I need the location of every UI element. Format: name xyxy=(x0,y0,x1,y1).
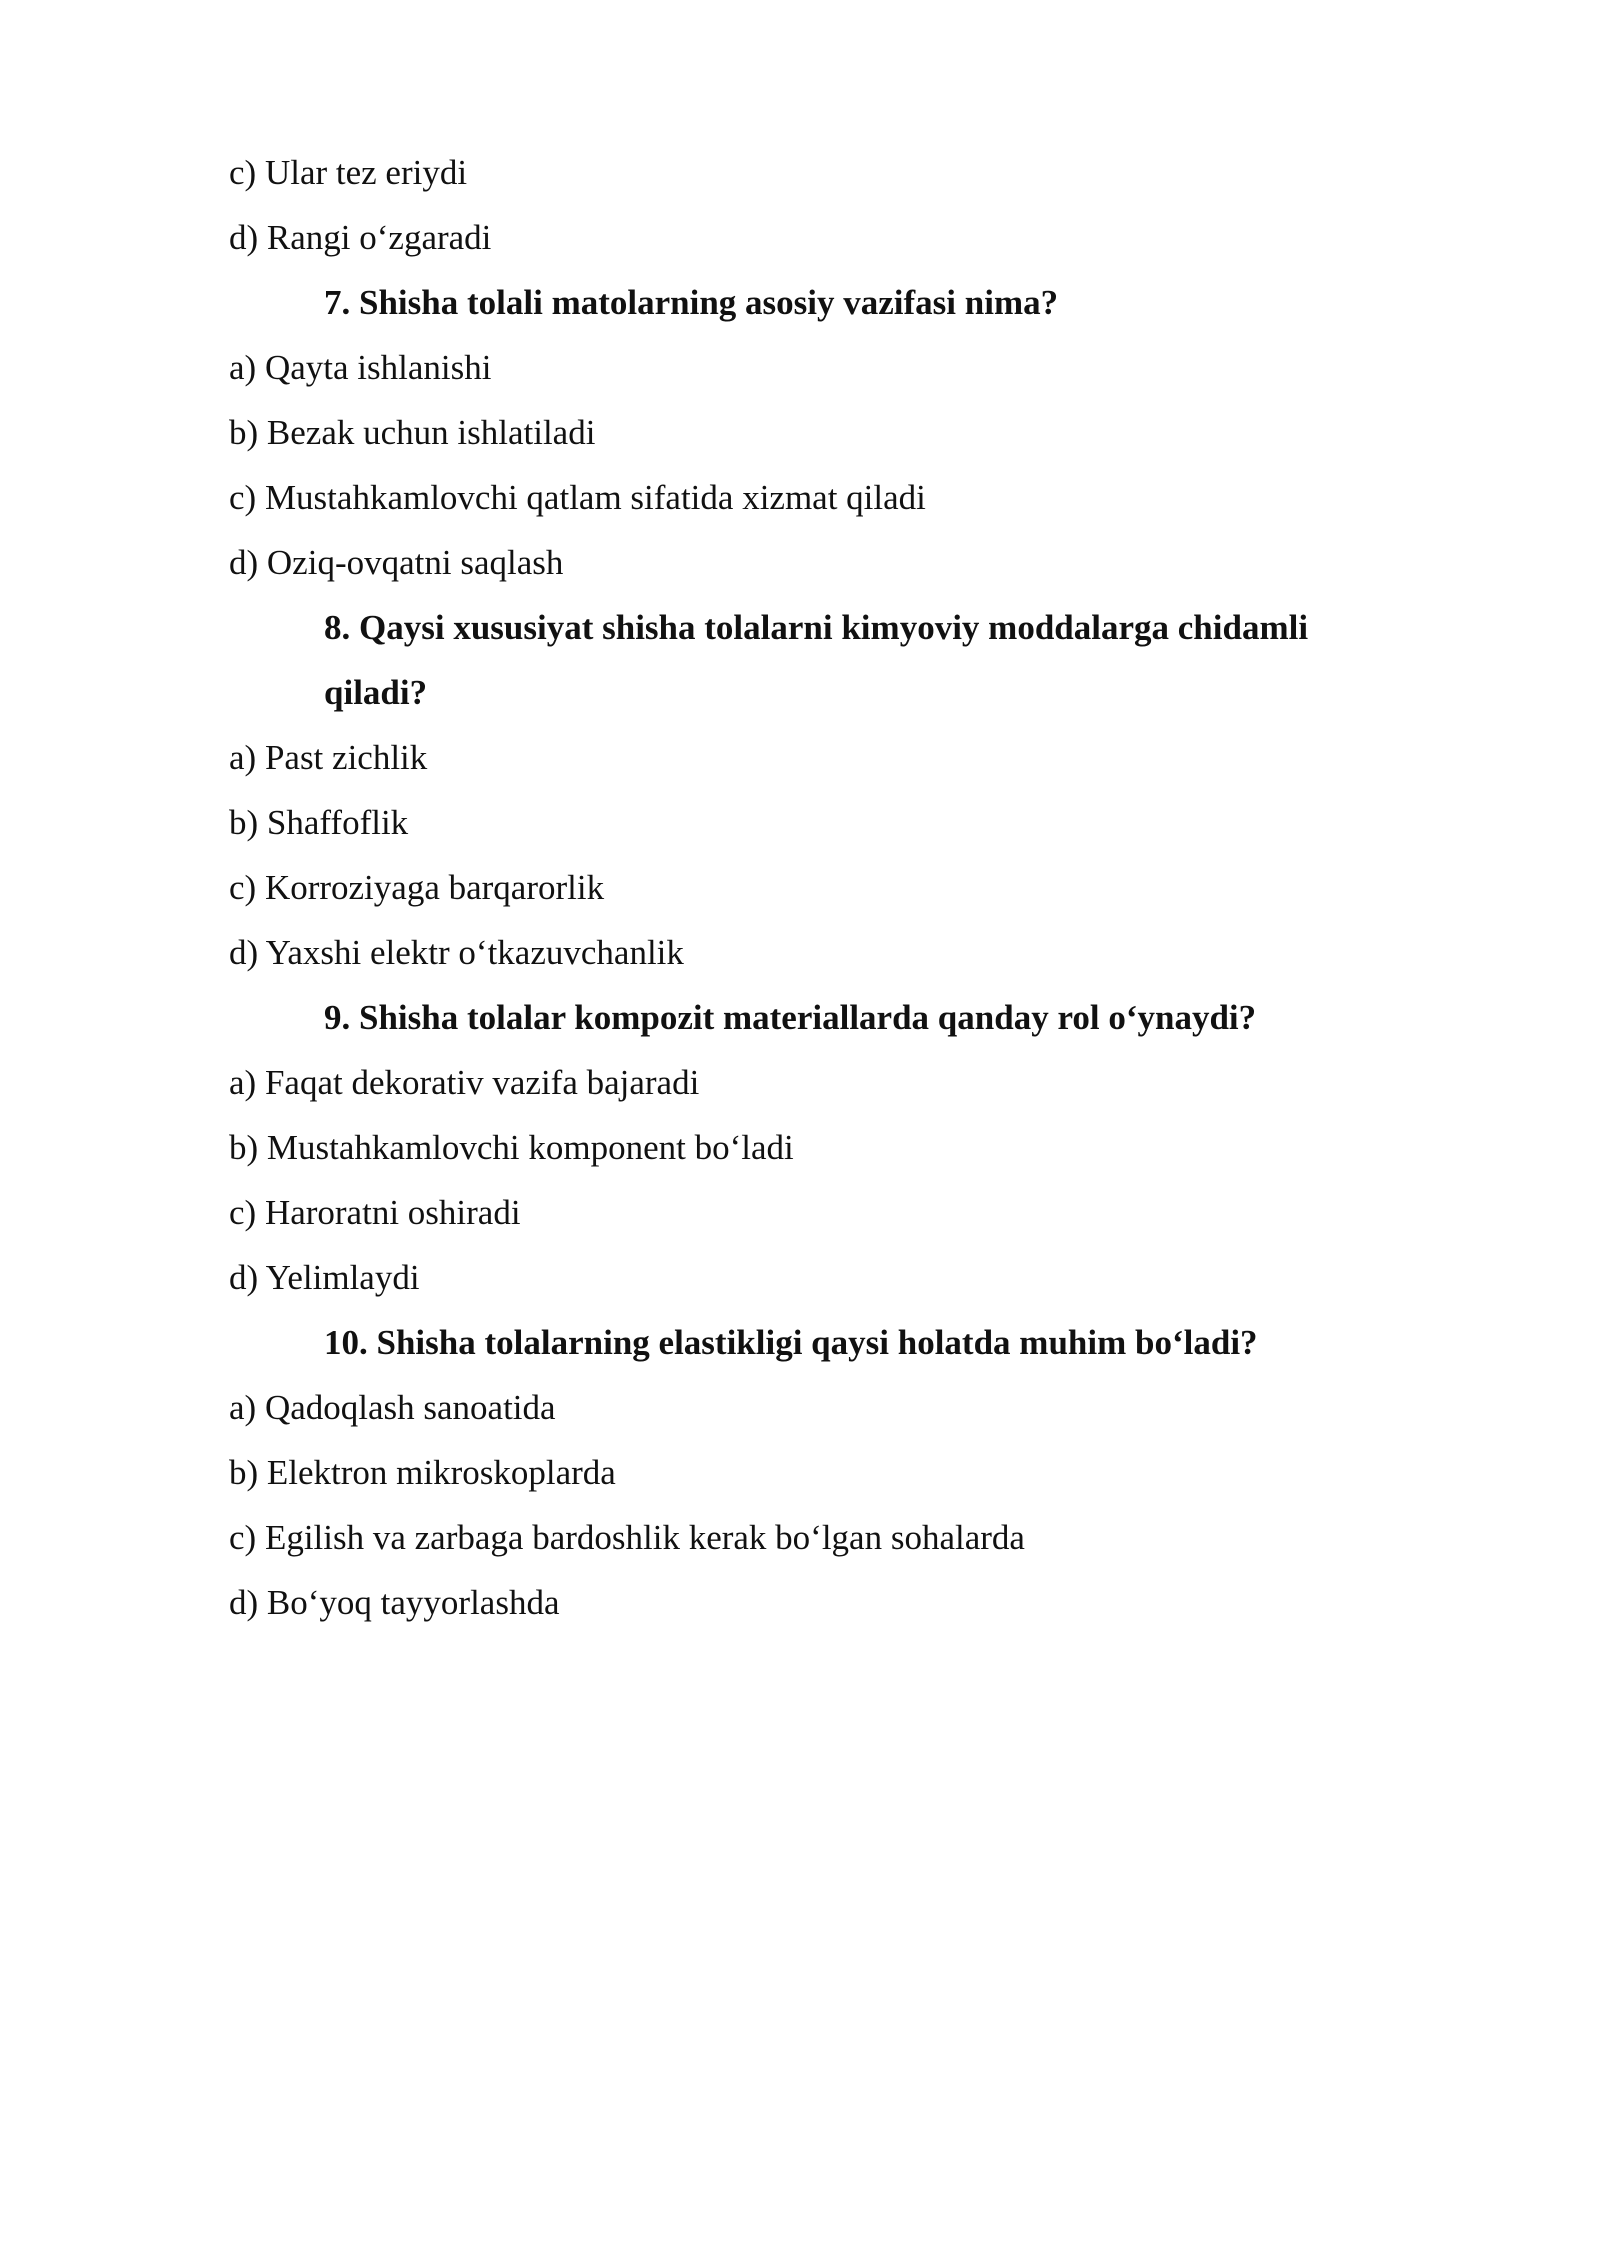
answer-option: d) Yelimlaydi xyxy=(229,1258,420,1297)
question-10: 10. Shisha tolalarning elastikligi qaysi holatda muhim bo‘ladi? xyxy=(324,1323,1258,1362)
answer-option: a) Qayta ishlanishi xyxy=(229,348,492,387)
answer-option: c) Mustahkamlovchi qatlam sifatida xizmat qiladi xyxy=(229,478,926,517)
answer-option: b) Elektron mikroskoplarda xyxy=(229,1453,616,1492)
quiz-content xyxy=(229,140,1389,1635)
answer-option: b) Mustahkamlovchi komponent bo‘ladi xyxy=(229,1128,794,1167)
answer-option: c) Korroziyaga barqarorlik xyxy=(229,868,605,907)
answer-option: a) Qadoqlash sanoatida xyxy=(229,1388,556,1427)
answer-option: d) Yaxshi elektr o‘tkazuvchanlik xyxy=(229,933,684,972)
answer-option: d) Oziq-ovqatni saqlash xyxy=(229,543,564,582)
question-9: 9. Shisha tolalar kompozit materiallarda qanday rol o‘ynaydi? xyxy=(324,998,1257,1037)
answer-option: c) Ular tez eriydi xyxy=(229,153,468,192)
answer-option: a) Faqat dekorativ vazifa bajaradi xyxy=(229,1063,700,1102)
answer-option: c) Haroratni oshiradi xyxy=(229,1193,521,1232)
answer-option: a) Past zichlik xyxy=(229,738,428,777)
answer-option: b) Shaffoflik xyxy=(229,803,409,842)
answer-option: c) Egilish va zarbaga bardoshlik kerak bo‘lgan sohalarda xyxy=(229,1518,1025,1557)
answer-option: d) Bo‘yoq tayyorlashda xyxy=(229,1583,560,1622)
answer-option: d) Rangi o‘zgaradi xyxy=(229,218,492,257)
question-7: 7. Shisha tolali matolarning asosiy vazifasi nima? xyxy=(324,283,1059,322)
question-8: 8. Qaysi xususiyat shisha tolalarni kimyoviy moddalarga chidamli qiladi? xyxy=(324,608,1309,712)
answer-option: b) Bezak uchun ishlatiladi xyxy=(229,413,596,452)
